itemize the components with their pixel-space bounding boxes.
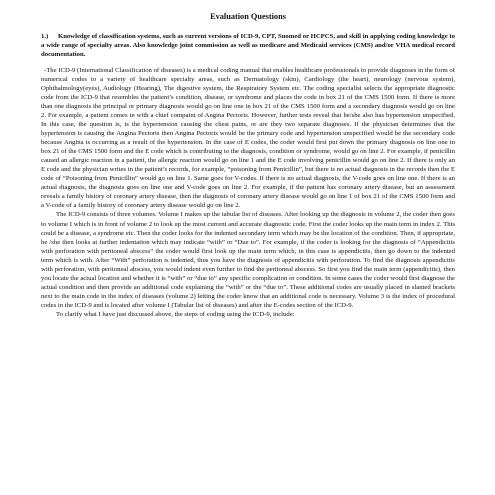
question-number: 1.) — [41, 33, 49, 40]
document-title: Evaluation Questions — [210, 12, 286, 21]
answer-paragraph-2: The ICD-9 consists of three volumes. Volume I makes up the tabular list of diseases. After looking up the diagnosis in volume 2, the coder then goes to volume I which is in front of volume 2 to look up the most current and accurate diagnostic code. First the coder looks up the main term in index 2. This could be a disease, a syndrome etc. Then the coder looks for the indented secondary term which may be the location of the condition. Then, if appropriate, he /she then looks at further indentation which may indicate “with” or “Due to”. For example, if the coder is looking for the diagnosis of “Appendicitis with perforation with peritoneal abscess” the coder would first look up the main term which, in this case is appendicitis, then go down to the indented term which is with. After “With” perforation is indented, thus you have the diagnosis of appendicitis with perforation. To find the diagnosis appendicitis with perforation, with peritoneal abscess, you would indent even further to find the peritoneal abscess. So first you find the main term (appendicitis), then you locate the actual location and whether it is “with” or “due to” any specific complication or condition. In some cases the coder would first diagnose the actual condition and then provide an additional code explaining the “with” or the “due to”. These additional codes are usually placed in slanted brackets next to the main code in the index of diseases (volume 2) letting the coder know that an additional code is necessary. Volume 3 is the index of procedural codes in the ICD-9 and is located after volume I (Tabular list of diseases) and after the E-codes section of the ICD-9. — [41, 211, 455, 309]
answer-paragraph-1: -The ICD-9 (International Classification of diseases) is a medical coding manual that enables healthcare professionals to provide diagnoses in the form of numerical codes to a variety of healthcare specialty areas, such as Dermatology (skin), Cardiology (the heart), neurology (nervous system), Ophthalmology(eyes), Audiology (Hearing), The digestive system, the Respiratory System etc. The coding specialist selects the appropriate diagnostic code from the ICD-9 that resembles the patient’s condition, disease, or syndrome and places the code in box 21 of the CMS 1500 form. If there is more than one diagnosis the principal or primary diagnosis would go on line one in box 21 of the CMS 1500 form and a secondary diagnosis would go on line 2. For example, a patient comes in with a chief compaint of Angina Pectoris. However, further tests reveal that he/she also has hypertension unspecified. In this case, the question is, is the hypertension causing the chest pains, or are they two separate diagnoses. If the physician determines that the hypertension is causing the Angina Pectoris then Angina Pectoris would be the primary code and hypertension unspecified would be the secondary code because Angina is occurring as a result of the hypertension. In the case of E codes, the coder would first put down the primary diagnosis on line one in box 21 of the CMS 1500 form and the E code which is contributing to the diagnosis, condition or syndrome, would go on line 2. For example, if penicillin caused an allergic reaction in a patient, the allergic reaction would go on line 1 and the E code involving penicillin would go on line 2. If there is only an E code and the physician writes in the patient’s records, for example, “poisoning from Penicillin”, but there is no actual diagnosis in the records then the E code of “Poisoning from Penicillin” would go on line 1. Same goes for V-codes. If there is no actual diagnosis, the V-code goes on line one. If there is an actual diagnosis, the diagnosis goes on line one and V-code goes on line 2. For example, if the patient has coronary artery disease, but an assessment reveals a family history of coronary artery disease, then the diagnosis of coronary artery disease would go on line 1 of box 21 of the CMS 1500 form and a V-code of a family history of coronary artery disease would go on line 2. — [41, 66, 455, 210]
question-heading — [41, 33, 455, 60]
question-text: Knowledge of classification systems, such as current versions of ICD-9, CPT, Snomed or HCPCS, and skill in applying coding knowledge to a wide range of specialty areas. Also knowledge joint commission as well as medicare and Medicaid services (CMS) and/or VHA medical record documentation. — [41, 33, 455, 58]
answer-paragraph-3: To clarify what I have just discussed above, the steps of coding using the ICD-9, include: — [56, 310, 295, 318]
